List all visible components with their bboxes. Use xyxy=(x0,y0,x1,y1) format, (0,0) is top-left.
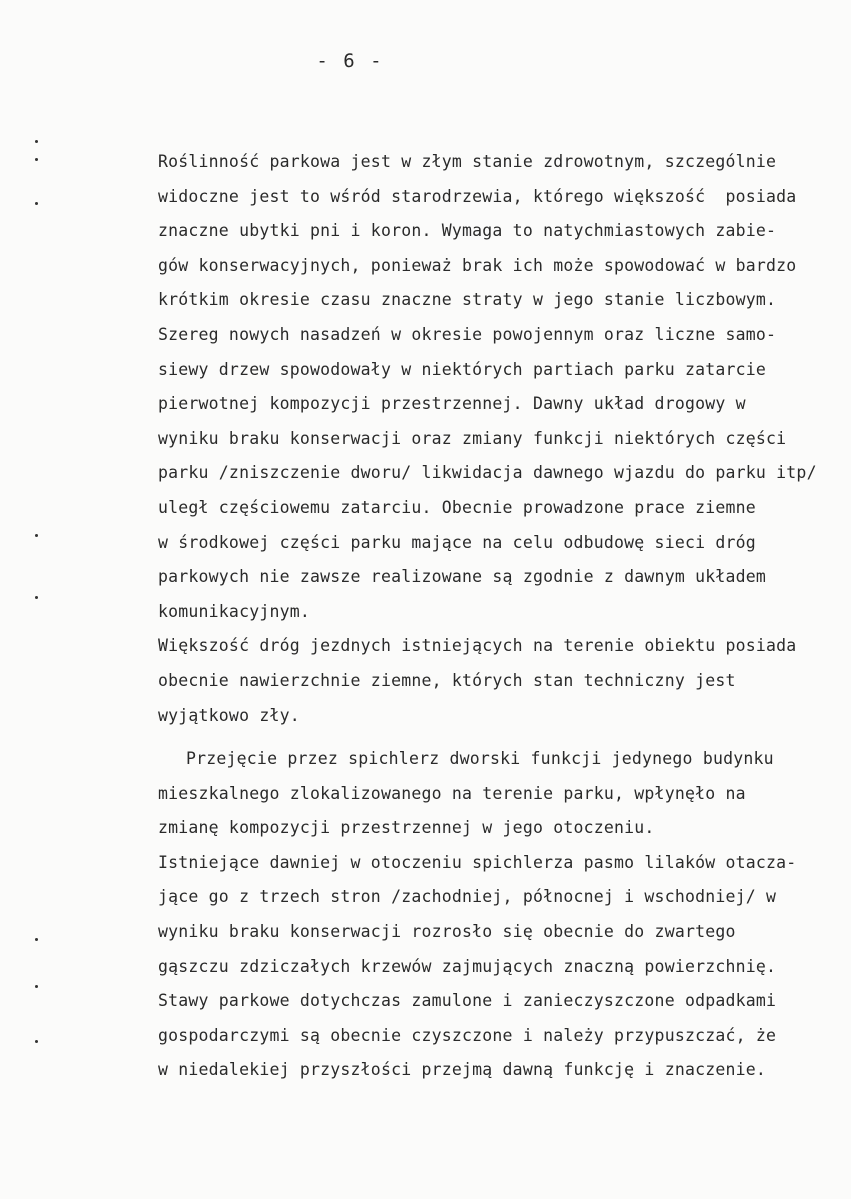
text-line: Stawy parkowe dotychczas zamulone i zanieczyszczone odpadkami xyxy=(158,991,777,1011)
margin-mark xyxy=(35,202,38,205)
text-line: gąszczu zdziczałych krzewów zajmujących znaczną powierzchnię. xyxy=(158,956,777,976)
text-line: wyniku braku konserwacji oraz zmiany funkcji niektórych części xyxy=(158,428,787,448)
margin-mark xyxy=(35,158,38,161)
margin-mark xyxy=(35,140,38,143)
text-line: jące go z trzech stron /zachodniej, północnej i wschodniej/ w xyxy=(158,887,777,907)
text-line: komunikacyjnym. xyxy=(158,601,311,621)
text-line: zmianę kompozycji przestrzennej w jego otoczeniu. xyxy=(158,818,655,838)
margin-mark xyxy=(35,1040,38,1043)
text-line: gów konserwacyjnych, ponieważ brak ich może spowodować w bardzo xyxy=(158,255,797,275)
text-line: obecnie nawierzchnie ziemne, których stan techniczny jest xyxy=(158,670,736,690)
text-line: uległ częściowemu zatarciu. Obecnie prowadzone prace ziemne xyxy=(158,497,756,517)
text-line: gospodarczymi są obecnie czyszczone i należy przypuszczać, że xyxy=(158,1025,777,1045)
margin-mark xyxy=(35,938,38,941)
text-line: widoczne jest to wśród starodrzewia, którego większość posiada xyxy=(158,186,797,206)
text-line: w niedalekiej przyszłości przejmą dawną funkcję i znaczenie. xyxy=(158,1060,767,1080)
body-text xyxy=(158,145,838,1088)
text-line: Przejęcie przez spichlerz dworski funkcji jedynego budynku xyxy=(186,749,774,769)
text-line: wyjątkowo zły. xyxy=(158,705,300,725)
text-line: Istniejące dawniej w otoczeniu spichlerza pasmo lilaków otacza- xyxy=(158,852,797,872)
text-line: mieszkalnego zlokalizowanego na terenie parku, wpłynęło na xyxy=(158,783,746,803)
margin-mark xyxy=(35,985,38,988)
page-number: - 6 - xyxy=(316,50,384,72)
text-line: Szereg nowych nasadzeń w okresie powojennym oraz liczne samo- xyxy=(158,324,777,344)
text-line: wyniku braku konserwacji rozrosło się obecnie do zwartego xyxy=(158,922,736,942)
text-line: znaczne ubytki pni i koron. Wymaga to natychmiastowych zabie- xyxy=(158,221,777,241)
text-line: Roślinność parkowa jest w złym stanie zdrowotnym, szczególnie xyxy=(158,152,777,171)
text-line: w środkowej części parku mające na celu odbudowę sieci dróg xyxy=(158,532,756,552)
text-line: siewy drzew spowodowały w niektórych partiach parku zatarcie xyxy=(158,359,767,379)
text-line: pierwotnej kompozycji przestrzennej. Dawny układ drogowy w xyxy=(158,394,746,414)
text-line: Większość dróg jezdnych istniejących na terenie obiektu posiada xyxy=(158,636,797,656)
margin-mark xyxy=(35,596,38,599)
text-line: parkowych nie zawsze realizowane są zgodnie z dawnym układem xyxy=(158,567,767,587)
text-line: parku /zniszczenie dworu/ likwidacja dawnego wjazdu do parku itp/ xyxy=(158,463,817,483)
text-line: krótkim okresie czasu znaczne straty w jego stanie liczbowym. xyxy=(158,290,777,310)
margin-mark xyxy=(35,534,38,537)
